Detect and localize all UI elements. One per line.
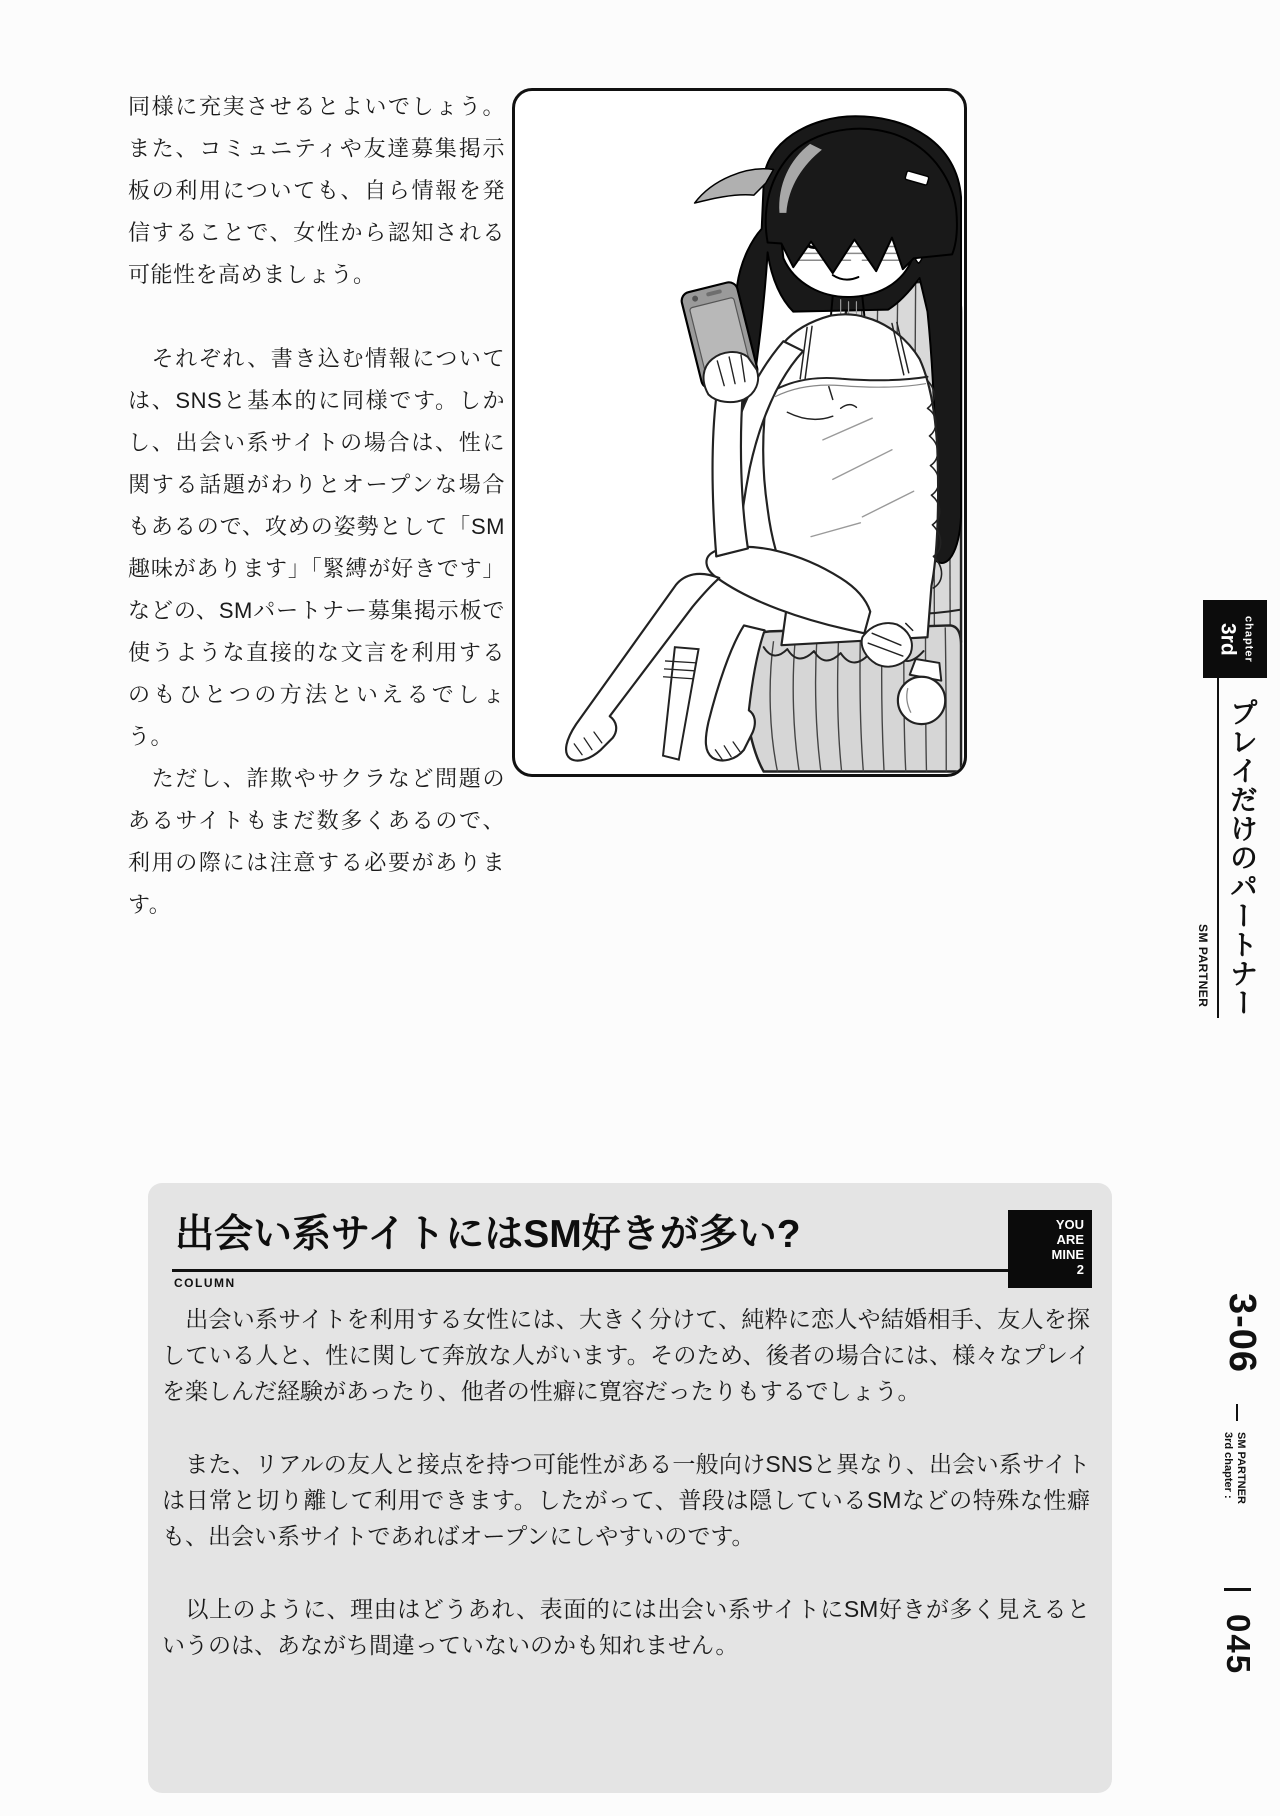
badge-line: ARE [1056, 1232, 1084, 1247]
chapter-title-vertical: プレイだけのパートナー [1227, 698, 1258, 1017]
body-paragraph: それぞれ、書き込む情報については、SNSと基本的に同様です。しかし、出会い系サイトの場合は、性に関する話題がわりとオープンな場合もあるので、攻めの姿勢として「SM趣味があります」「緊縛が好きです」などの、SMパートナー募集掲示板で使うような直接的な文言を利用するのもひとつの方法といえるでしょう。 [128, 346, 505, 749]
column-title-rule [172, 1269, 1080, 1272]
column-paragraph: 出会い系サイトを利用する女性には、大きく分けて、純粋に恋人や結婚相手、友人を探している人と、性に関して奔放な人がいます。そのため、後者の場合には、様々なプレイを楽しんだ経験があったり、他者の性癖に寛容だったりもするでしょう。 [162, 1306, 1090, 1404]
column-label: COLUMN [174, 1276, 236, 1290]
column-title: 出会い系サイトにはSM好きが多い? [175, 1213, 801, 1256]
chapter-tab-word: chapter [1242, 615, 1255, 663]
section-reference-line2: SM PARTNER [1235, 1432, 1247, 1504]
section-reference-line1: 3rd chapter : [1222, 1432, 1234, 1499]
chapter-tab [1203, 600, 1267, 678]
chapter-subtitle: SM PARTNER [1196, 924, 1210, 1008]
badge-line: YOU [1055, 1217, 1084, 1232]
main-text-column [128, 86, 505, 926]
column-paragraph: また、リアルの友人と接点を持つ可能性がある一般向けSNSと異なり、出会い系サイトは日常と切り離して利用できます。したがって、普段は隠しているSMなどの特殊な性癖も、出会い系サイトであればオープンにしやすいのです。 [162, 1451, 1090, 1549]
column-body [162, 1301, 1090, 1700]
section-code: 3-06 [1221, 1293, 1263, 1374]
hand-holding-phone [704, 352, 759, 402]
badge-line: MINE [1051, 1247, 1084, 1262]
chapter-tab-number: 3rd [1216, 622, 1240, 656]
illustration-drawing [515, 91, 964, 774]
column-section [148, 1183, 1112, 1793]
body-paragraph: 同様に充実させるとよいでしょう。また、コミュニティや友達募集掲示板の利用についても、自ら情報を発信することで、女性から認知される可能性を高めましょう。 [128, 94, 505, 287]
sidebar-rule [1217, 678, 1219, 1018]
body-paragraph: ただし、詐欺やサクラなど問題のあるサイトもまだ数多くあるので、利用の際には注意する必要があります。 [128, 766, 505, 917]
badge-line: 2 [1076, 1262, 1084, 1277]
illustration-frame [512, 88, 967, 777]
page-number: 045 [1220, 1614, 1257, 1676]
column-paragraph: 以上のように、理由はどうあれ、表面的には出会い系サイトにSM好きが多く見えるというのは、あながち間違っていないのかも知れません。 [162, 1596, 1090, 1658]
page-number-dash [1224, 1588, 1251, 1591]
section-reference [1222, 1432, 1247, 1504]
you-are-mine-badge [1008, 1210, 1092, 1288]
section-separator [1236, 1404, 1238, 1421]
